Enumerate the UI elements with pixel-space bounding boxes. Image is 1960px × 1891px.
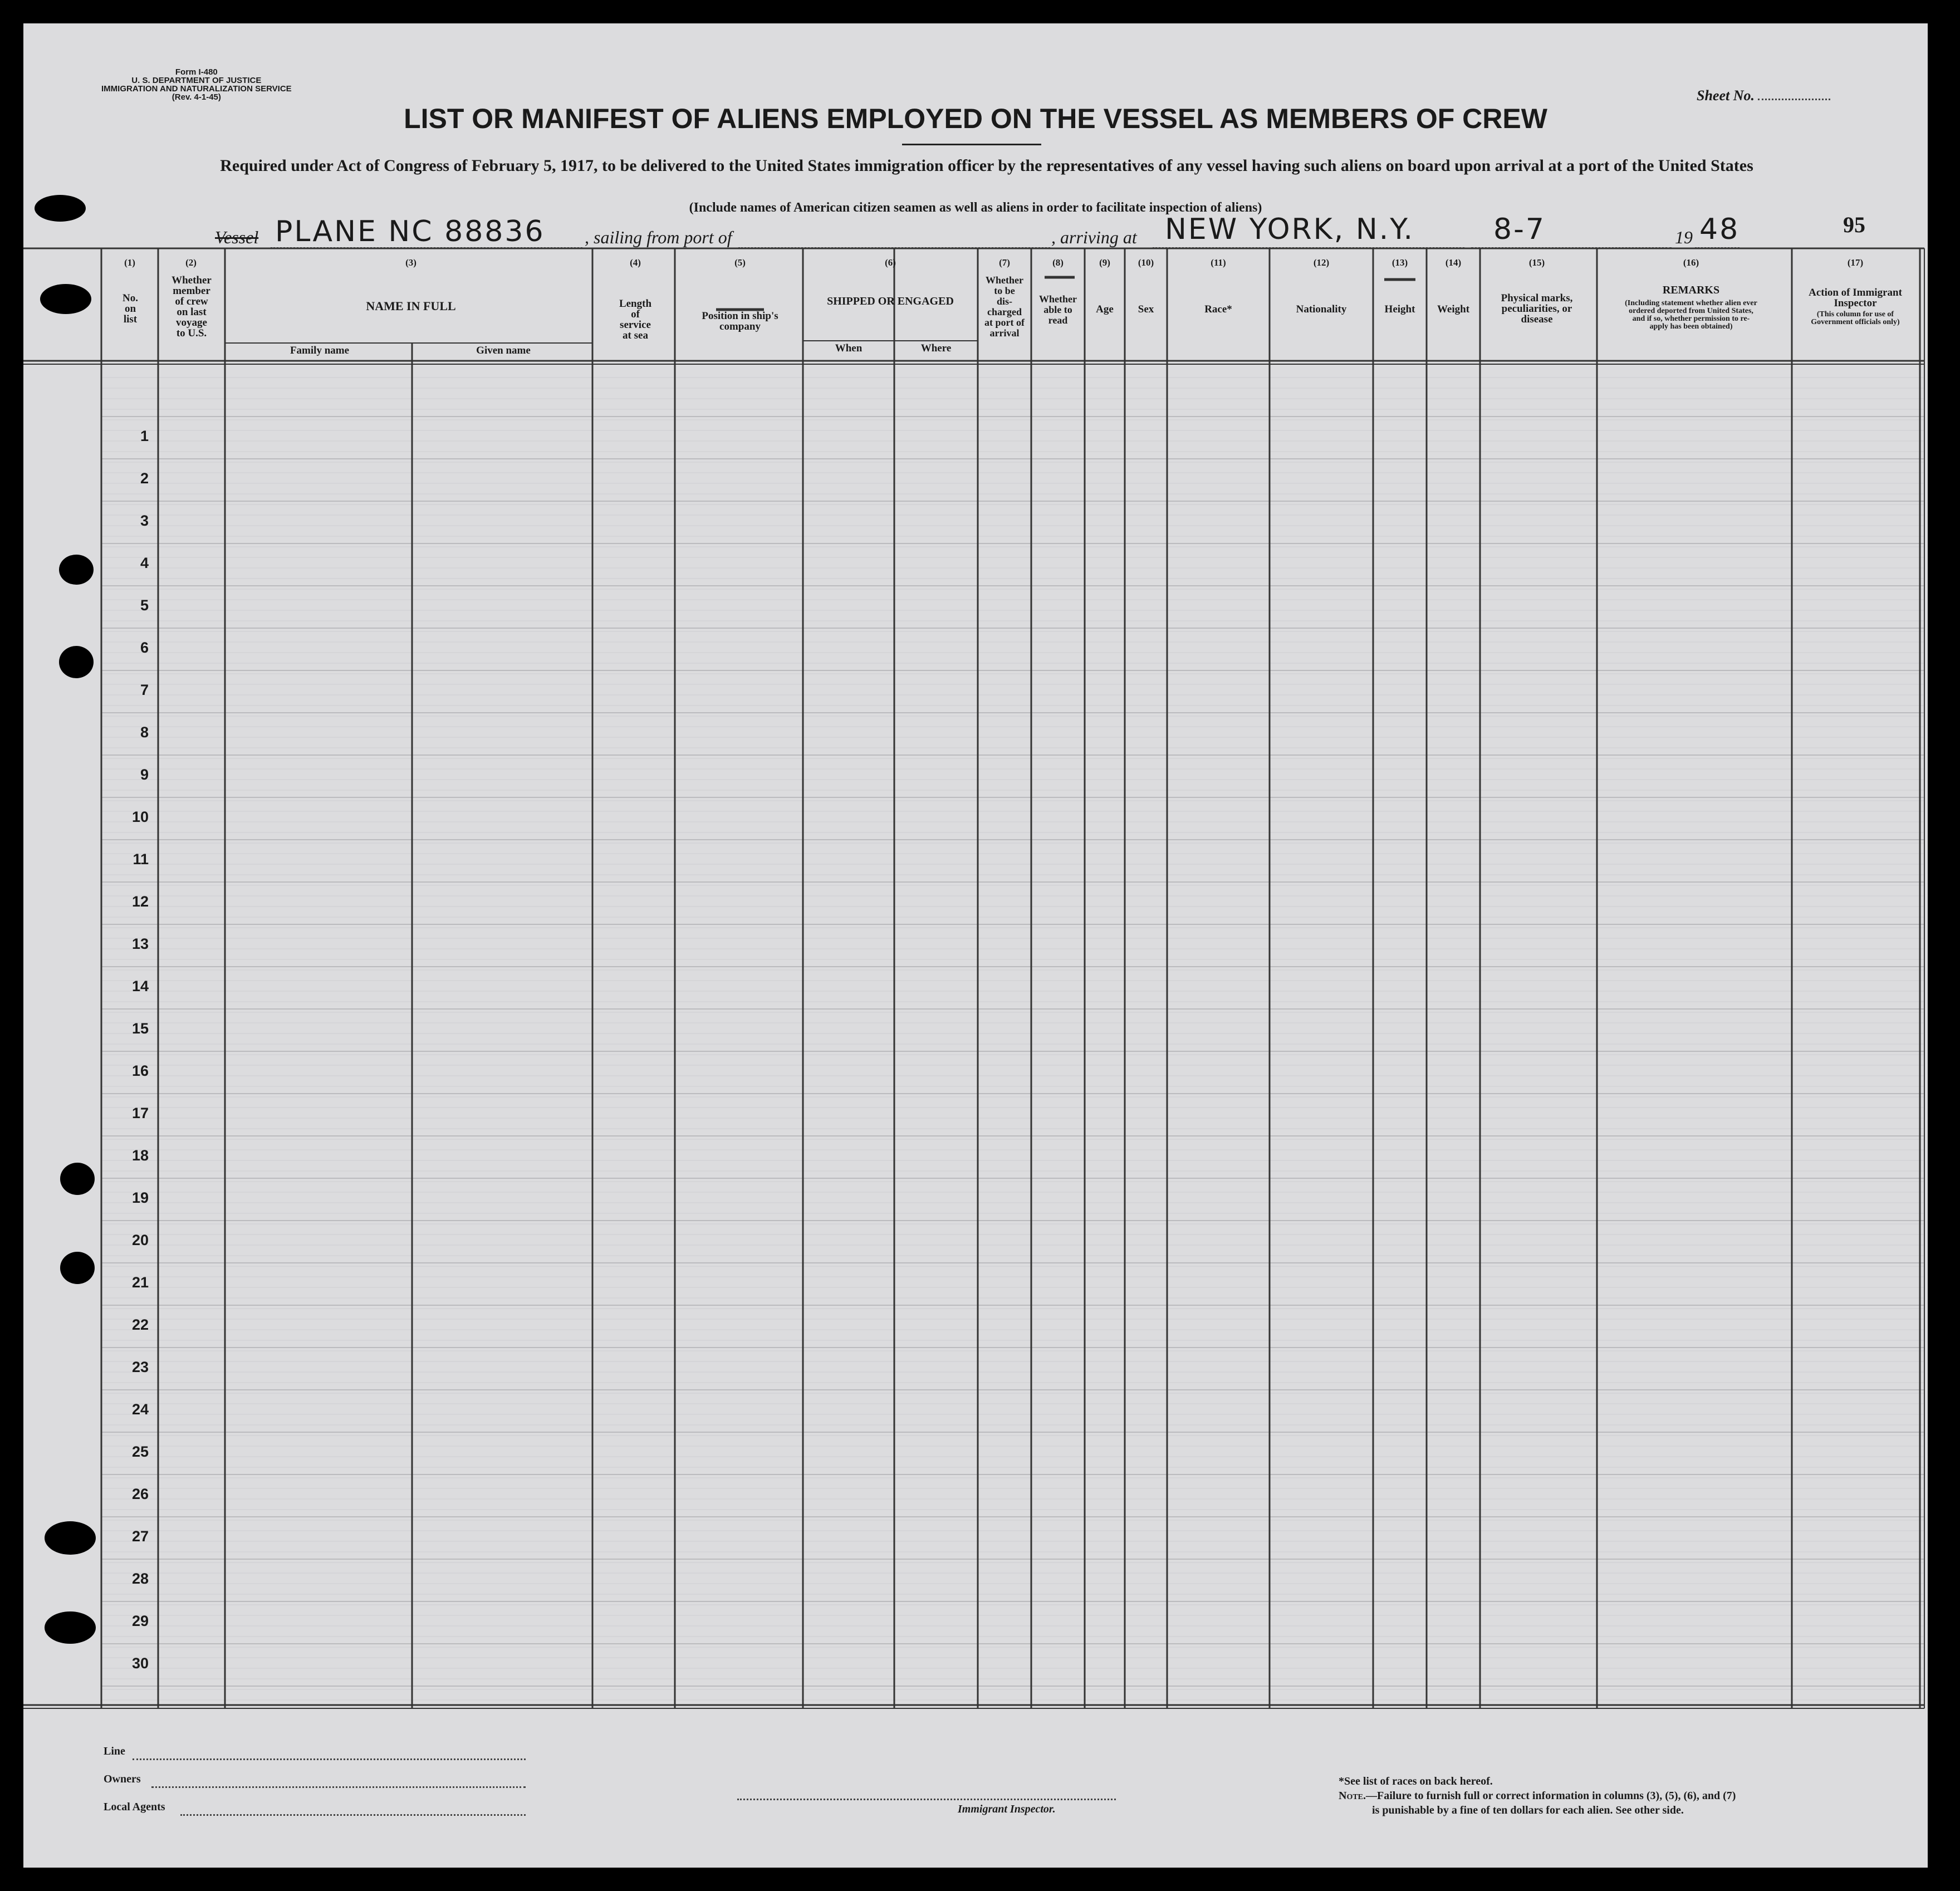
inspector-label: Immigrant Inspector. — [958, 1803, 1056, 1815]
col1-header — [107, 293, 154, 325]
col16-detail-line: (Including statement whether alien ever — [1625, 299, 1757, 307]
col17-label-line: Inspector — [1834, 297, 1877, 309]
where-header: Where — [920, 342, 952, 354]
col2-label-line: Whether — [171, 275, 212, 286]
form-dept: U. S. DEPARTMENT OF JUSTICE — [131, 76, 262, 85]
vessel-label: Vessel — [215, 227, 259, 247]
col7-header — [978, 275, 1031, 339]
line-blank[interactable] — [133, 1758, 526, 1760]
row-number: 19 — [131, 1189, 149, 1206]
row-number: 4 — [140, 555, 149, 571]
col17-detail — [1788, 311, 1922, 326]
col9-number: (9) — [1099, 257, 1110, 268]
col2-label-line: on last — [177, 306, 207, 318]
col16-number: (16) — [1683, 257, 1699, 268]
row-number: 16 — [131, 1062, 149, 1079]
col3-header: NAME IN FULL — [366, 299, 456, 313]
punch-hole — [59, 646, 94, 678]
col11-header: Race* — [1204, 303, 1232, 315]
col10-header: Sex — [1138, 303, 1154, 315]
col4-label-line: at sea — [623, 330, 648, 341]
col15-label-line: disease — [1521, 313, 1553, 325]
row-number: 5 — [140, 597, 149, 614]
col1-label-line: on — [124, 303, 136, 315]
col8-label-line: Whether — [1039, 293, 1077, 305]
col14-number: (14) — [1445, 257, 1462, 268]
col1-label-line: No. — [122, 292, 138, 304]
row-number: 22 — [131, 1316, 149, 1333]
col11-number: (11) — [1211, 257, 1226, 268]
col8-label-line: read — [1048, 315, 1068, 326]
owners-blank[interactable] — [151, 1786, 526, 1788]
row-number: 24 — [131, 1401, 149, 1418]
row-number: 17 — [131, 1105, 149, 1121]
col15-label-line: Physical marks, — [1501, 292, 1573, 304]
vessel-name-value[interactable]: PLANE NC 88836 — [275, 215, 545, 248]
punch-hole — [45, 1611, 96, 1644]
col4-label-line: of — [631, 308, 640, 320]
col2-label-line: of crew — [175, 296, 208, 307]
col4-header — [594, 298, 677, 341]
col6-number: (6) — [885, 257, 896, 268]
year-value[interactable]: 48 — [1699, 213, 1740, 246]
col15-label-line: peculiarities, or — [1501, 303, 1572, 315]
col4-label-line: Length — [619, 298, 652, 310]
col17-detail-line: Government officials only) — [1811, 318, 1900, 326]
local-agents-blank[interactable] — [180, 1814, 526, 1816]
row-number: 15 — [131, 1020, 149, 1037]
form-number: Form I-480 — [175, 67, 218, 77]
row-number: 11 — [133, 851, 149, 868]
row-number: 14 — [131, 978, 149, 995]
penalty-note — [1339, 1790, 1736, 1802]
year-prefix: 19 — [1675, 227, 1693, 247]
col5-label-line: Position in ship's — [702, 310, 778, 322]
note-label: Note. — [1339, 1790, 1366, 1802]
row-number: 30 — [131, 1655, 149, 1672]
col4-number: (4) — [630, 257, 641, 268]
row-number: 7 — [140, 682, 149, 698]
col2-header — [160, 275, 223, 339]
row-number: 10 — [131, 809, 149, 825]
row-number: 1 — [140, 428, 149, 444]
col2-label-line: to U.S. — [176, 327, 207, 339]
family-name-header: Family name — [290, 345, 350, 356]
col15-header — [1480, 293, 1594, 325]
inspector-signature-blank[interactable] — [737, 1799, 1116, 1800]
note-text-2: is punishable by a fine of ten dollars for each alien. See other side. — [1372, 1804, 1684, 1816]
form-rev: (Rev. 4-1-45) — [171, 92, 221, 102]
arriving-port-value[interactable]: NEW YORK, N.Y. — [1165, 213, 1415, 246]
col5-number: (5) — [734, 257, 746, 268]
given-name-header: Given name — [476, 345, 531, 356]
col16-detail-line: and if so, whether permission to re- — [1632, 315, 1750, 323]
col2-label-line: member — [173, 285, 210, 297]
col16-header: REMARKS — [1662, 284, 1720, 296]
sailing-label: , sailing from port of — [585, 227, 732, 247]
col5-header — [676, 311, 804, 332]
col17-header — [1788, 287, 1922, 308]
col1-label-line: list — [123, 313, 138, 325]
col7-label-line: at port of — [984, 317, 1025, 328]
col17-number: (17) — [1847, 257, 1864, 268]
row-number: 21 — [131, 1274, 149, 1291]
col7-label-line: Whether — [986, 275, 1023, 286]
line-label: Line — [104, 1745, 125, 1757]
col2-number: (2) — [185, 257, 197, 268]
row-number: 20 — [131, 1232, 149, 1248]
row-number: 25 — [131, 1443, 149, 1460]
col7-number: (7) — [999, 257, 1010, 268]
punch-hole — [60, 1163, 95, 1195]
col13-header: Height — [1384, 303, 1415, 315]
col4-label-line: service — [620, 319, 651, 331]
punch-hole — [40, 284, 91, 314]
col7-label-line: dis- — [996, 296, 1012, 307]
row-number: 28 — [131, 1570, 149, 1587]
note-text-1: —Failure to furnish full or correct information in columns (3), (5), (6), and (7) — [1366, 1790, 1736, 1802]
col9-header: Age — [1096, 303, 1114, 315]
col16-detail-line: ordered deported from United States, — [1629, 307, 1753, 315]
col7-label-line: charged — [987, 306, 1022, 317]
col12-header: Nationality — [1296, 303, 1347, 315]
arrival-date-value[interactable]: 8-7 — [1493, 213, 1546, 246]
page-subtitle: Required under Act of Congress of February 5, 1917, to be delivered to the United States immigration officer by the representatives of any vessel having such aliens on board upon arrival at a port of the United States — [220, 156, 1753, 175]
col17-label-line: Action of Immigrant — [1809, 287, 1902, 298]
page-number: 95 — [1843, 212, 1865, 237]
col7-label-line: to be — [994, 285, 1015, 296]
col1-number: (1) — [124, 257, 135, 268]
punch-hole — [59, 555, 94, 585]
row-number: 27 — [131, 1528, 149, 1545]
col8-label-line: able to — [1043, 304, 1072, 315]
row-number: 29 — [131, 1613, 149, 1629]
col7-label-line: arrival — [989, 327, 1020, 339]
sheet-label: Sheet No. — [1697, 87, 1755, 104]
row-number: 9 — [140, 766, 149, 783]
punch-hole — [35, 195, 86, 222]
arriving-label: , arriving at — [1051, 227, 1137, 247]
row-number: 18 — [131, 1147, 149, 1164]
col10-number: (10) — [1138, 257, 1154, 268]
row-number: 3 — [140, 512, 149, 529]
row-number: 2 — [140, 470, 149, 487]
row-number: 6 — [140, 639, 149, 656]
col15-number: (15) — [1528, 257, 1545, 268]
col13-number: (13) — [1391, 257, 1408, 268]
owners-label: Owners — [104, 1773, 141, 1785]
row-number: 23 — [131, 1359, 149, 1375]
row-number: 8 — [140, 724, 149, 741]
col2-label-line: voyage — [176, 317, 207, 329]
col8-number: (8) — [1052, 257, 1064, 268]
col16-detail-line: apply has been obtained) — [1649, 322, 1733, 331]
row-number: 13 — [131, 935, 149, 952]
col5-label-line: company — [719, 321, 761, 332]
when-header: When — [835, 342, 863, 354]
col8-header — [1031, 294, 1085, 326]
form-service: IMMIGRATION AND NATURALIZATION SERVICE — [101, 84, 292, 94]
page-title: LIST OR MANIFEST OF ALIENS EMPLOYED ON THE VESSEL AS MEMBERS OF CREW — [404, 103, 1547, 134]
row-number: 26 — [131, 1486, 149, 1502]
race-note: *See list of races on back hereof. — [1339, 1775, 1493, 1787]
page-subnote: (Include names of American citizen seamen as well as aliens in order to facilitate inspection of aliens) — [689, 200, 1262, 215]
col3-number: (3) — [405, 257, 416, 268]
local-agents-label: Local Agents — [104, 1801, 165, 1813]
punch-hole — [45, 1521, 96, 1555]
manifest-sheet — [23, 23, 1928, 1868]
col14-header: Weight — [1437, 303, 1470, 315]
col6-header: SHIPPED OR ENGAGED — [827, 295, 954, 307]
col17-detail-line: (This column for use of — [1816, 310, 1894, 319]
punch-hole — [60, 1252, 95, 1284]
col16-detail — [1594, 300, 1788, 331]
row-number: 12 — [131, 893, 149, 910]
col12-number: (12) — [1313, 257, 1330, 268]
